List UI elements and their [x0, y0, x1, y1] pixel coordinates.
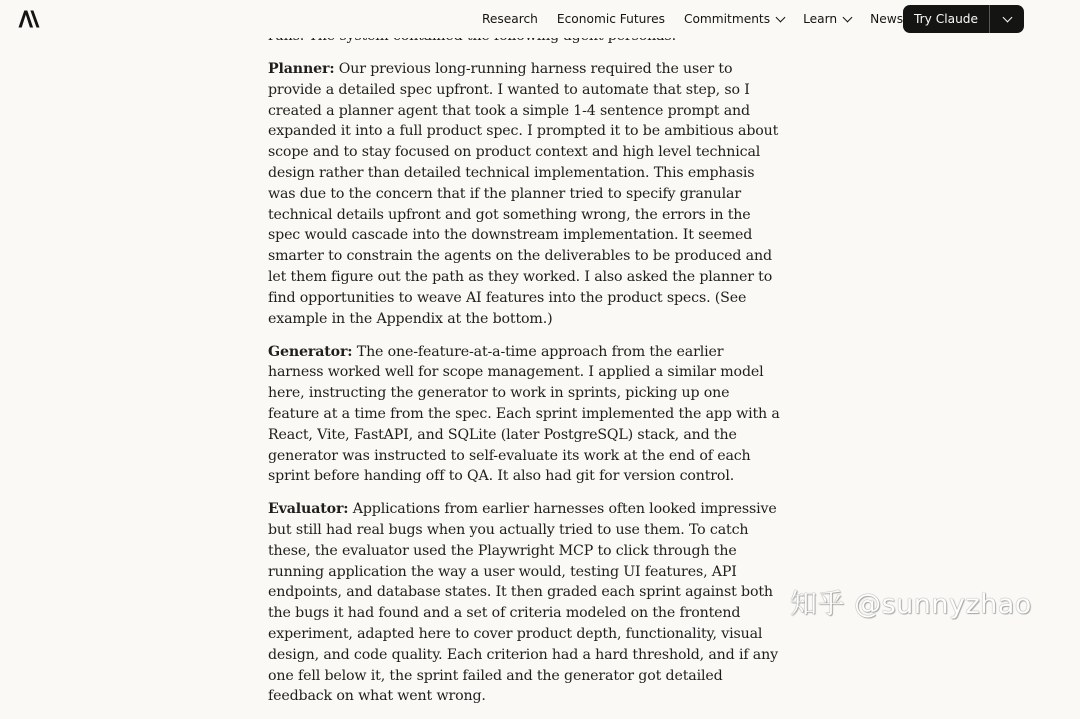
top-nav — [0, 0, 1080, 38]
zhihu-watermark: 知乎 @sunnyzhao — [790, 589, 1032, 620]
evaluator-label: Evaluator: — [268, 501, 349, 518]
evaluator-paragraph — [268, 499, 780, 707]
chevron-down-icon — [776, 12, 786, 22]
generator-label: Generator: — [268, 343, 353, 360]
evaluator-text: Applications from earlier harnesses often looked impressive but still had real bugs when you actually tried to use them. To catch these, the evaluator used the Playwright MCP to click through the running application the way a user would, testing UI features, API endpoints, and database states. It then graded each sprint against both the bugs it had found and a set of criteria modeled on the frontend experiment, adapted here to cover product depth, functionality, visual design, and code quality. Each criterion had a hard threshold, and if any one fell below it, the sprint failed and the generator got detailed feedback on what went wrong. — [268, 501, 778, 705]
nav-link-commitments-label: Commitments — [683, 12, 771, 26]
nav-link-research[interactable] — [482, 12, 538, 26]
nav-link-news[interactable] — [870, 12, 903, 26]
planner-text: Our previous long-running harness required the user to provide a detailed spec upfront. I wanted to automate that step, so I created a planner agent that took a simple 1-4 sentence prompt and expanded it into a full product spec. I prompted it to be ambitious about scope and to stay focused on product context and high level technical design rather than detailed technical implementation. This emphasis was due to the concern that if the planner tried to specify granular technical details upfront and got something wrong, the errors in the spec would cascade into the downstream implementation. It seemed smarter to constrain the agents on the deliverables to be produced and let them figure out the path as they worked. I also asked the planner to find opportunities to weave AI features into the product specs. (See example in the Appendix at the bottom.) — [268, 60, 779, 327]
anthropic-logo-icon[interactable] — [18, 10, 40, 28]
planner-label: Planner: — [268, 60, 335, 77]
try-claude-dropdown-button[interactable] — [990, 5, 1024, 33]
article-body — [268, 26, 780, 719]
nav-link-economic-futures[interactable] — [557, 12, 665, 26]
chevron-down-icon — [1002, 12, 1012, 22]
planner-paragraph — [268, 59, 780, 329]
generator-paragraph — [268, 342, 780, 488]
try-claude-label: Try Claude — [913, 12, 979, 26]
generator-text: The one-feature-at-a-time approach from the earlier harness worked well for scope management. I applied a similar model here, instructing the generator to work in sprints, picking up one feature at a time from the spec. Each sprint implemented the app with a React, Vite, FastAPI, and SQLite (later PostgreSQL) stack, and the generator was instructed to self-evaluate its work at the end of each sprint before handing off to QA. It also had git for version control. — [268, 343, 780, 485]
nav-link-commitments[interactable] — [684, 12, 784, 26]
try-claude-split-button — [903, 5, 1024, 33]
chevron-down-icon — [843, 12, 853, 22]
nav-link-economic-futures-label: Economic Futures — [556, 12, 665, 26]
nav-links — [482, 0, 922, 38]
try-claude-button[interactable] — [903, 5, 989, 33]
nav-link-learn[interactable] — [803, 12, 851, 26]
nav-link-research-label: Research — [482, 12, 538, 26]
nav-link-learn-label: Learn — [803, 12, 838, 26]
nav-link-news-label: News — [870, 12, 904, 26]
